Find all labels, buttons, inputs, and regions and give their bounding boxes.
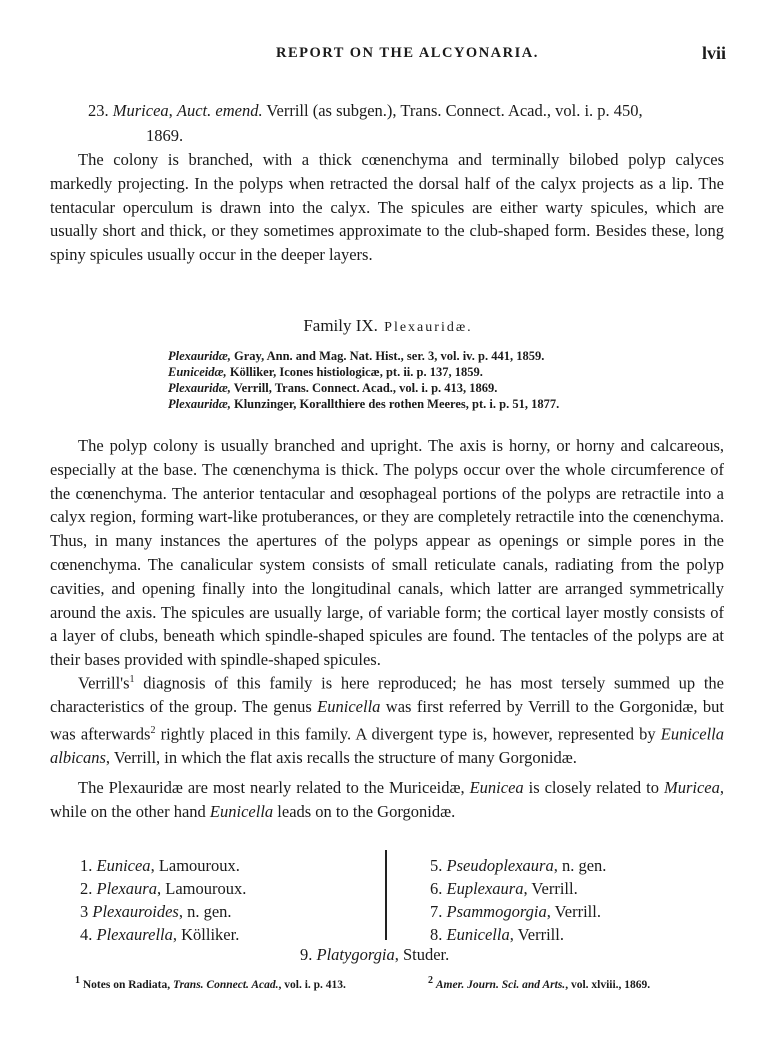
- taxon-author: , Verrill.: [546, 902, 601, 921]
- taxon-name: Eunicella albicans: [50, 724, 724, 768]
- footnote: [428, 975, 650, 991]
- genus-name: Muricea: [112, 101, 169, 120]
- taxon-name: Eunicea: [469, 778, 524, 797]
- footnote-ref: 1: [129, 674, 135, 685]
- footnote-text: Notes on Radiata,: [80, 978, 173, 991]
- genus-auct: Auct. emend.: [176, 101, 263, 120]
- item-number: 5.: [430, 856, 443, 875]
- taxon-author: , n. gen.: [178, 902, 232, 921]
- paragraph-text: The polyp colony is usually branched and upright. The axis is horny, or horny and calcareous, especially at the base. The cœnenchyma is thick. The polyps occur over the whole circumference of the cœnenchyma. The anterior tentacular and œsophageal portions of the polyps are retractile into a calyx region, forming wart-like protuberances, or they are completely retractile into the cœnenchyma. Thus, in many instances the apertures of the polyps appear as openings or simple pores in the cœnenchyma. The canalicular system consists of small reticulate canals, radiating from the polyp cavities, and opening finally into the longitudinal canals, which latter are arranged symmetrically around the axis. The spicules are usually large, of variable form; the cortical layer mostly consists of a layer of clubs, beneath which spindle-shaped spicules are found. The tentacles of the polyps are at their bases provided with spindle-shaped spicules.: [50, 436, 724, 670]
- genus-entry-heading: 23. Muricea, Auct. emend. Verrill (as subgen.), Trans. Connect. Acad., vol. i. p. 450, 1869.: [88, 98, 738, 148]
- taxon-author: , Studer.: [394, 945, 450, 964]
- taxon-author: , Verrill.: [509, 925, 564, 944]
- item-number: 1.: [80, 856, 93, 875]
- list-item: [300, 945, 449, 965]
- reference-taxon: Euniceidæ,: [168, 365, 227, 379]
- footnote-source: Trans. Connect. Acad.: [172, 978, 279, 991]
- item-number: 7.: [430, 902, 443, 921]
- synonymy-references: [168, 348, 668, 412]
- taxon-name: Eunicea: [96, 856, 151, 875]
- paragraph-muricea: [50, 148, 724, 267]
- genera-column-right: [430, 854, 710, 946]
- item-number: 6.: [430, 879, 443, 898]
- item-number: 4.: [80, 925, 93, 944]
- taxon-name: Euplexaura: [446, 879, 524, 898]
- footnote-text: , vol. i. p. 413.: [278, 978, 346, 991]
- page-number: lvii: [702, 43, 727, 63]
- list-item: [430, 877, 710, 900]
- taxon-name: Muricea: [663, 778, 720, 797]
- family-label: Family IX.: [303, 316, 378, 335]
- taxon-author: , Lamouroux.: [150, 856, 240, 875]
- paragraph-verrill-diagnosis: [50, 668, 724, 770]
- text-run: diagnosis of this family is here reproduced; he has most tersely summed up the characteristics of the group. The genus: [50, 673, 724, 717]
- taxon-author: , Kölliker.: [172, 925, 240, 944]
- taxon-name: Eunicella: [317, 697, 381, 717]
- paragraph-text: The colony is branched, with a thick cœnenchyma and terminally bilobed polyp calyces markedly projecting. In the polyps when retracted the dorsal half of the calyx projects as a lip. The tentacular operculum is drawn into the calyx. The spicules are either warty spicules, which are usually short and thick, or they sometimes approximate to the club-shaped form. Besides these, long spiny spicules usually occur in the deeper layers.: [50, 150, 724, 265]
- genus-number: 23.: [88, 101, 109, 120]
- reference-citation: Gray, Ann. and Mag. Nat. Hist., ser. 3, vol. iv. p. 441, 1859.: [233, 349, 545, 363]
- text-run: was first referred by Verrill to the Gorgonidæ, but was afterwards: [50, 697, 724, 744]
- reference-citation: Verrill, Trans. Connect. Acad., vol. i. p. 413, 1869.: [233, 381, 498, 395]
- taxon-author: , Verrill.: [523, 879, 578, 898]
- genera-column-left: [80, 854, 380, 946]
- taxon-name: Plexaura: [96, 879, 157, 898]
- text-run: leads on to the Gorgonidæ.: [273, 801, 456, 821]
- paragraph-family-description: [50, 434, 724, 672]
- taxon-name: Plexauroides: [92, 902, 179, 921]
- column-divider: [385, 850, 387, 940]
- text-run: rightly placed in this family. A divergent type is, however, represented by: [155, 724, 661, 744]
- list-item: [80, 923, 380, 946]
- reference-line: [168, 380, 668, 396]
- item-number: 9.: [300, 945, 313, 964]
- reference-taxon: Plexauridæ,: [168, 381, 231, 395]
- reference-taxon: Plexauridæ,: [168, 349, 231, 363]
- list-item: [80, 854, 380, 877]
- taxon-author: , Lamouroux.: [156, 879, 247, 898]
- item-number: 2.: [80, 879, 93, 898]
- taxon-name: Platygorgia: [316, 945, 395, 964]
- text-run: The Plexauridæ are most nearly related to the Muriceidæ,: [78, 778, 470, 797]
- family-heading: [0, 316, 776, 336]
- taxon-name: Eunicella: [209, 801, 274, 821]
- list-item: [430, 854, 710, 877]
- taxon-name: Psammogorgia: [446, 902, 547, 921]
- footnote-text: , vol. xlviii., 1869.: [565, 978, 651, 991]
- list-item: [430, 923, 710, 946]
- reference-taxon: Plexauridæ,: [168, 397, 231, 411]
- text-run: Verrill's: [78, 673, 130, 693]
- taxon-author: , n. gen.: [553, 856, 607, 875]
- footnote-source: Amer. Journ. Sci. and Arts.: [435, 978, 566, 991]
- taxon-name: Plexaurella: [96, 925, 173, 944]
- item-number: 3: [80, 902, 89, 921]
- footnote: [75, 975, 346, 991]
- footnote-mark: 1: [75, 975, 80, 986]
- paragraph-relationships: [50, 776, 724, 824]
- text-run: , Verrill, in which the flat axis recalls the structure of many Gorgonidæ.: [105, 748, 577, 768]
- taxon-name: Eunicella: [446, 925, 510, 944]
- reference-citation: Klunzinger, Korallthiere des rothen Meeres, pt. i. p. 51, 1877.: [233, 397, 560, 411]
- taxon-name: Pseudoplexaura: [446, 856, 554, 875]
- running-title: REPORT ON THE ALCYONARIA.: [276, 45, 539, 61]
- item-number: 8.: [430, 925, 443, 944]
- footnote-mark: 2: [428, 975, 433, 986]
- reference-line: [168, 396, 668, 412]
- list-item: [430, 900, 710, 923]
- family-name: Plexauridæ.: [384, 320, 473, 335]
- running-head: [0, 45, 776, 69]
- text-run: , while on the other hand: [50, 778, 724, 821]
- genus-citation: Verrill (as subgen.), Trans. Connect. Acad., vol. i. p. 450,: [266, 101, 643, 120]
- footnote-ref: 2: [150, 725, 156, 737]
- reference-line: [168, 364, 668, 380]
- reference-line: [168, 348, 668, 364]
- list-item: [80, 877, 380, 900]
- reference-citation: Kölliker, Icones histiologicæ, pt. ii. p. 137, 1859.: [229, 365, 483, 379]
- genus-year: 1869.: [146, 126, 184, 145]
- list-item: [80, 900, 380, 923]
- text-run: is closely related to: [523, 778, 664, 797]
